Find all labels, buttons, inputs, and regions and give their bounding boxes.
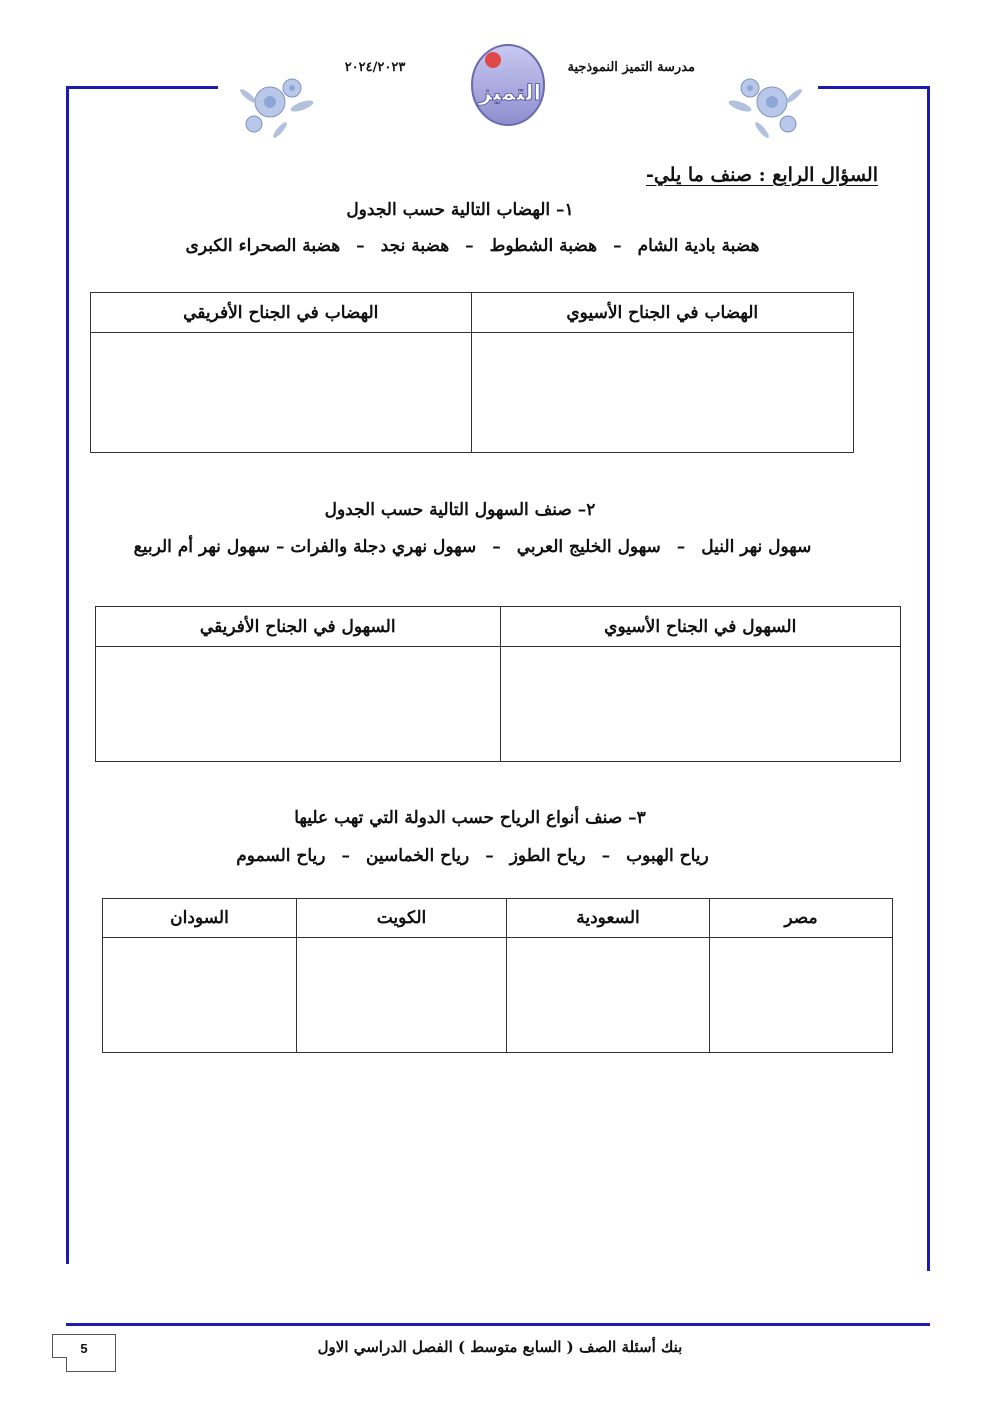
list-item: هضبة نجد bbox=[380, 236, 450, 256]
answer-cell[interactable] bbox=[710, 938, 893, 1053]
part1-title: ١– الهضاب التالية حسب الجدول bbox=[346, 200, 574, 220]
table-header-cell: الكويت bbox=[297, 899, 507, 938]
logo-text: التميز bbox=[478, 81, 542, 106]
flower-decoration-right-icon bbox=[724, 66, 804, 142]
page-fold-icon bbox=[52, 1357, 67, 1372]
table-header-cell: مصر bbox=[710, 899, 893, 938]
frame-top-right-line bbox=[818, 86, 930, 89]
list-item: هضبة الصحراء الكبرى bbox=[185, 236, 341, 256]
part1-table bbox=[90, 292, 854, 453]
answer-cell[interactable] bbox=[96, 647, 501, 762]
list-item: سهول نهري دجلة والفرات – سهول نهر أم الربيع bbox=[133, 537, 477, 557]
frame-top-left-line bbox=[66, 86, 218, 89]
part3-table bbox=[102, 898, 893, 1053]
answer-cell[interactable] bbox=[500, 647, 901, 762]
separator: – bbox=[356, 236, 365, 256]
page-number: 5 bbox=[80, 1341, 88, 1356]
question-heading: السؤال الرابع : صنف ما يلي- bbox=[645, 164, 878, 186]
part3-items bbox=[200, 846, 745, 866]
answer-cell[interactable] bbox=[103, 938, 297, 1053]
answer-cell[interactable] bbox=[507, 938, 710, 1053]
separator: – bbox=[676, 537, 686, 557]
frame-left-line bbox=[66, 86, 69, 1264]
table-header-cell: الهضاب في الجناح الأفريقي bbox=[91, 293, 472, 333]
separator: – bbox=[465, 236, 474, 256]
flower-decoration-left-icon bbox=[240, 66, 320, 142]
separator: – bbox=[485, 846, 494, 866]
list-item: سهول الخليج العربي bbox=[516, 537, 661, 557]
school-year: ٢٠٢٤/٢٠٢٣ bbox=[344, 60, 406, 75]
list-item: هضبة بادية الشام bbox=[637, 236, 760, 256]
list-item: هضبة الشطوط bbox=[489, 236, 598, 256]
part3-title: ٣– صنف أنواع الرياح حسب الدولة التي تهب عليها bbox=[294, 808, 646, 828]
list-item: رياح الهبوب bbox=[626, 846, 709, 866]
school-name: مدرسة التميز النموذجية bbox=[567, 60, 695, 75]
list-item: رياح الطوز bbox=[509, 846, 586, 866]
footer-line bbox=[66, 1323, 930, 1326]
footer-text: بنك أسئلة الصف ( السابع متوسط ) الفصل الدراسي الاول bbox=[317, 1338, 683, 1356]
table-header-cell: السهول في الجناح الأسيوي bbox=[500, 607, 901, 647]
table-header-cell: السودان bbox=[103, 899, 297, 938]
part1-items bbox=[165, 236, 780, 256]
list-item: رياح الخماسين bbox=[365, 846, 470, 866]
separator: – bbox=[492, 537, 501, 557]
part2-table bbox=[95, 606, 901, 762]
separator: – bbox=[341, 846, 350, 866]
table-header-cell: السهول في الجناح الأفريقي bbox=[96, 607, 501, 647]
answer-cell[interactable] bbox=[471, 333, 853, 453]
answer-cell[interactable] bbox=[297, 938, 507, 1053]
part2-items bbox=[133, 537, 812, 557]
list-item: رياح السموم bbox=[236, 846, 326, 866]
separator: – bbox=[601, 846, 611, 866]
answer-cell[interactable] bbox=[91, 333, 472, 453]
table-header-cell: الهضاب في الجناح الأسيوي bbox=[471, 293, 853, 333]
frame-right-line bbox=[927, 86, 930, 1271]
list-item: سهول نهر النيل bbox=[701, 537, 812, 557]
part2-title: ٢– صنف السهول التالية حسب الجدول bbox=[324, 500, 596, 520]
table-header-cell: السعودية bbox=[507, 899, 710, 938]
separator: – bbox=[613, 236, 622, 256]
school-logo bbox=[468, 42, 548, 128]
page-number-box bbox=[52, 1334, 116, 1372]
